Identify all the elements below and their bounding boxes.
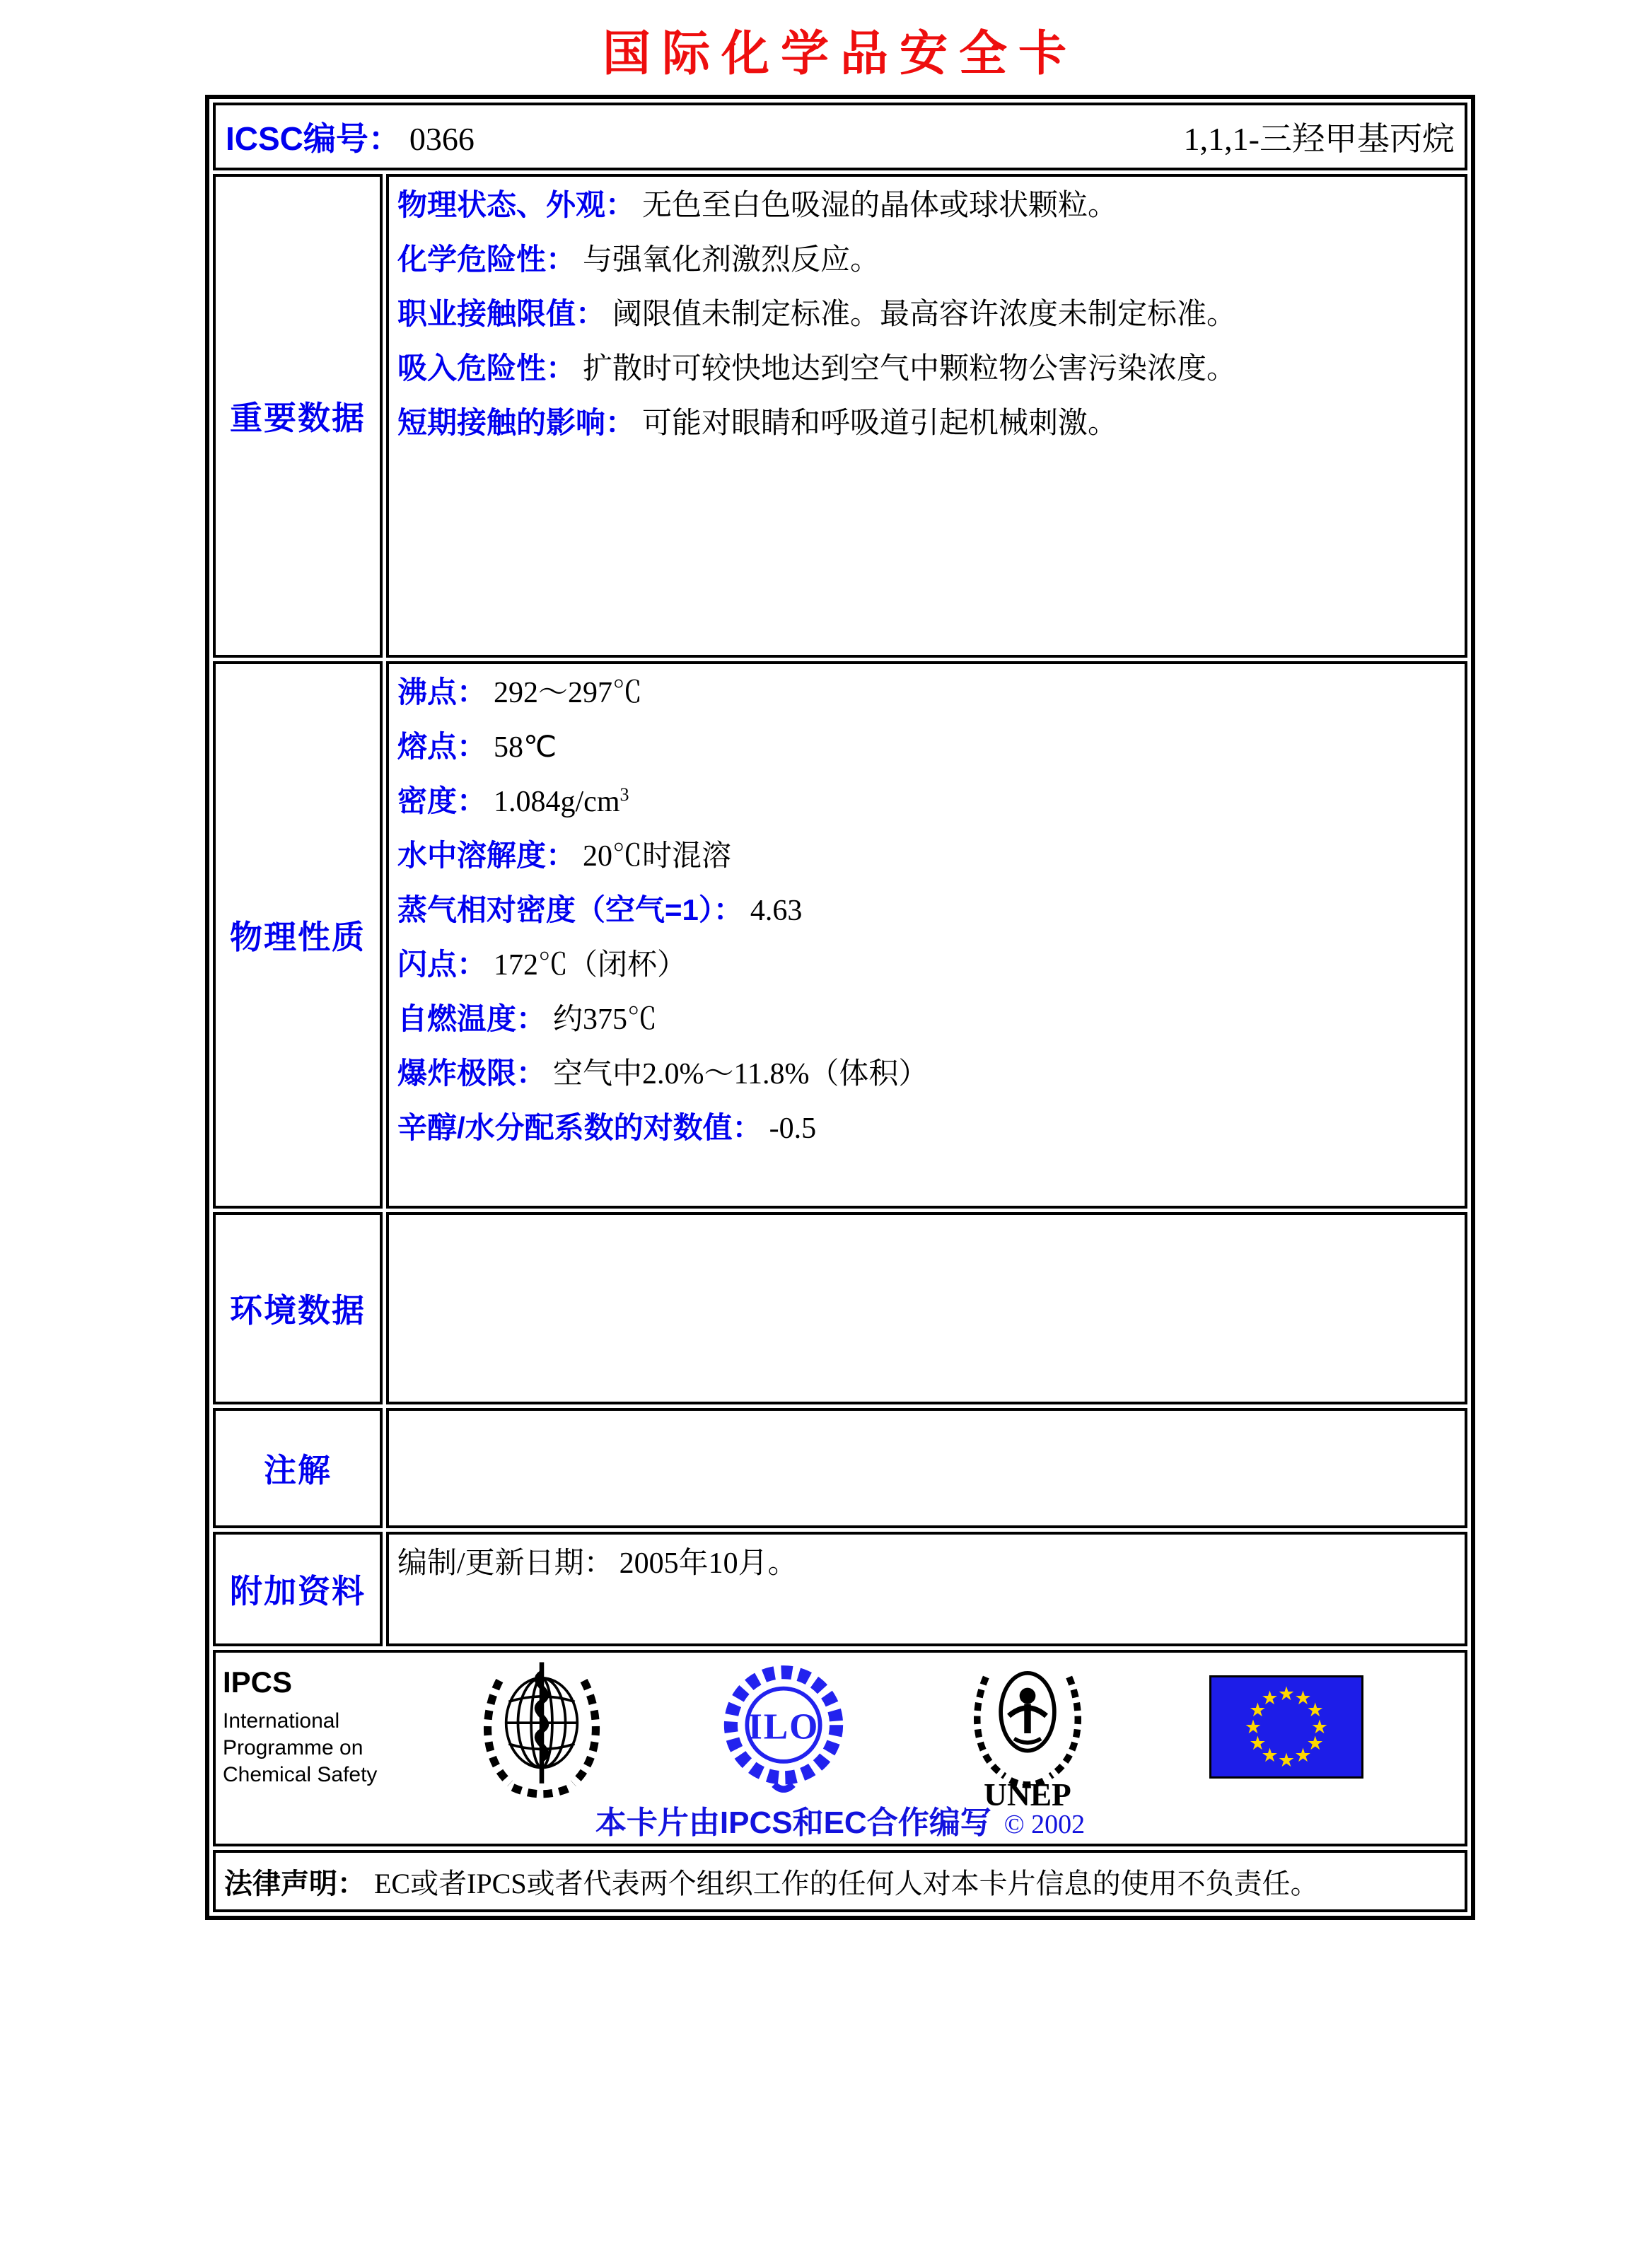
legal-label: 法律声明： — [224, 1868, 366, 1899]
svg-text:★: ★ — [1277, 1683, 1296, 1705]
copyright-text: © 2002 — [1004, 1810, 1086, 1839]
svg-text:★: ★ — [1294, 1745, 1312, 1767]
property-line — [397, 1047, 1456, 1101]
section-content-environmental-data — [389, 1215, 1465, 1218]
property-value: 2005年10月。 — [619, 1547, 798, 1580]
legal-row — [216, 1853, 1465, 1909]
chemical-name: 1,1,1-三羟甲基丙烷 — [1183, 121, 1455, 157]
ipcs-line: Chemical Safety — [223, 1763, 378, 1786]
property-value: 4.63 — [750, 895, 803, 927]
property-label: 编制/更新日期： — [397, 1547, 614, 1580]
property-value: 约375℃ — [553, 1003, 658, 1036]
icsc-number-label: ICSC编号： — [226, 120, 401, 157]
property-value: 58℃ — [494, 731, 557, 764]
section-content-important-data — [389, 177, 1465, 452]
property-line — [397, 829, 1456, 883]
property-line — [397, 720, 1456, 774]
property-line — [397, 992, 1456, 1047]
property-line — [397, 883, 1456, 938]
property-label: 物理状态、外观： — [397, 188, 636, 221]
property-value: $1.084g/cm^3$ — [494, 784, 629, 818]
property-line — [397, 178, 1456, 233]
section-label-important-data: 重要数据 — [230, 400, 366, 436]
section-content-cell-physical-properties — [386, 661, 1467, 1209]
property-line — [397, 287, 1456, 342]
section-content-cell-additional-information — [386, 1532, 1467, 1646]
svg-text:★: ★ — [1294, 1687, 1312, 1709]
property-label: 自燃温度： — [397, 1002, 547, 1035]
svg-text:★: ★ — [1261, 1745, 1279, 1767]
property-value: 扩散时可较快地达到空气中颗粒物公害污染浓度。 — [583, 353, 1237, 385]
property-value: 172℃（闭杯） — [494, 949, 687, 982]
property-label: 短期接触的影响： — [397, 406, 636, 439]
ipcs-title: IPCS — [223, 1665, 293, 1699]
section-content-additional-information — [389, 1535, 1465, 1592]
section-label-cell-notes — [213, 1408, 383, 1528]
section-content-notes — [389, 1411, 1465, 1414]
property-label: 水中溶解度： — [397, 839, 576, 872]
property-label: 爆炸极限： — [397, 1057, 547, 1090]
icsc-table — [205, 95, 1475, 1920]
svg-text:★: ★ — [1261, 1687, 1279, 1709]
property-line — [397, 1536, 1456, 1590]
property-line — [397, 396, 1456, 450]
property-label: 密度： — [397, 784, 487, 817]
property-value: 可能对眼睛和呼吸道引起机械刺激。 — [642, 407, 1118, 440]
unep-logo-text: UNEP — [984, 1777, 1071, 1808]
property-label: 职业接触限值： — [397, 297, 606, 330]
property-line — [397, 665, 1456, 720]
property-value: 无色至白色吸湿的晶体或球状颗粒。 — [642, 190, 1118, 222]
property-label: 沸点： — [397, 675, 487, 709]
who-logo-icon — [474, 1657, 610, 1802]
property-label: 蒸气相对密度（空气=1）： — [397, 893, 743, 926]
property-label: 吸入危险性： — [397, 351, 576, 385]
property-label: 化学危险性： — [397, 243, 576, 276]
svg-text:★: ★ — [1306, 1733, 1324, 1755]
section-label-additional-information: 附加资料 — [230, 1573, 366, 1610]
section-content-cell-important-data — [386, 174, 1467, 658]
svg-text:★: ★ — [1249, 1733, 1267, 1755]
legal-text: EC或者IPCS或者代表两个组织工作的任何人对本卡片信息的使用不负责任。 — [374, 1867, 1319, 1899]
section-content-cell-notes — [386, 1408, 1467, 1528]
credit-line — [216, 1797, 1465, 1842]
property-line — [397, 774, 1456, 829]
property-label: 熔点： — [397, 730, 487, 763]
section-content-cell-environmental-data — [386, 1212, 1467, 1404]
legal-row-cell — [213, 1850, 1467, 1912]
property-label: 辛醇/水分配系数的对数值： — [397, 1111, 762, 1144]
property-value: 空气中2.0%～11.8%（体积） — [553, 1058, 929, 1090]
svg-text:★: ★ — [1277, 1750, 1296, 1771]
header-row-cell — [213, 103, 1467, 170]
svg-text:★: ★ — [1306, 1699, 1324, 1721]
property-label: 闪点： — [397, 948, 487, 981]
property-line — [397, 1101, 1456, 1156]
section-label-notes: 注解 — [264, 1452, 332, 1489]
header-row — [216, 105, 1465, 168]
svg-text:★: ★ — [1244, 1716, 1262, 1738]
ipcs-line: Programme on — [223, 1736, 363, 1759]
ilo-logo-text: ILO — [748, 1706, 820, 1747]
section-label-environmental-data: 环境数据 — [230, 1292, 366, 1329]
icsc-number-value: 0366 — [409, 121, 475, 157]
logos-row — [213, 1650, 1467, 1846]
section-label-cell-important-data — [213, 174, 383, 658]
property-value: -0.5 — [769, 1112, 817, 1145]
property-line — [397, 938, 1456, 992]
property-value-superscript: 3 — [620, 784, 629, 805]
ilo-logo-icon — [721, 1663, 846, 1796]
property-value: 292～297℃ — [494, 677, 643, 709]
property-line — [397, 342, 1456, 396]
svg-text:★: ★ — [1249, 1699, 1267, 1721]
section-label-cell-physical-properties — [213, 661, 383, 1209]
ipcs-block — [223, 1665, 377, 1788]
eu-flag-icon — [1209, 1675, 1363, 1779]
ipcs-line: International — [223, 1709, 340, 1733]
icsc-number-group — [226, 113, 475, 160]
unep-logo-icon — [970, 1658, 1086, 1808]
svg-text:★: ★ — [1310, 1716, 1329, 1738]
section-content-physical-properties — [389, 664, 1465, 1157]
section-label-cell-environmental-data — [213, 1212, 383, 1404]
property-value: 阈限值未制定标准。最高容许浓度未制定标准。 — [612, 298, 1237, 331]
section-label-physical-properties: 物理性质 — [230, 919, 366, 955]
property-line — [397, 233, 1456, 287]
property-value: 与强氧化剂激烈反应。 — [583, 244, 880, 277]
page-title: 国际化学品安全卡 — [602, 27, 1078, 81]
section-label-cell-additional-information — [213, 1532, 383, 1646]
credit-text: 本卡片由IPCS和EC合作编写 — [595, 1805, 991, 1840]
property-value: 20℃时混溶 — [583, 840, 732, 873]
